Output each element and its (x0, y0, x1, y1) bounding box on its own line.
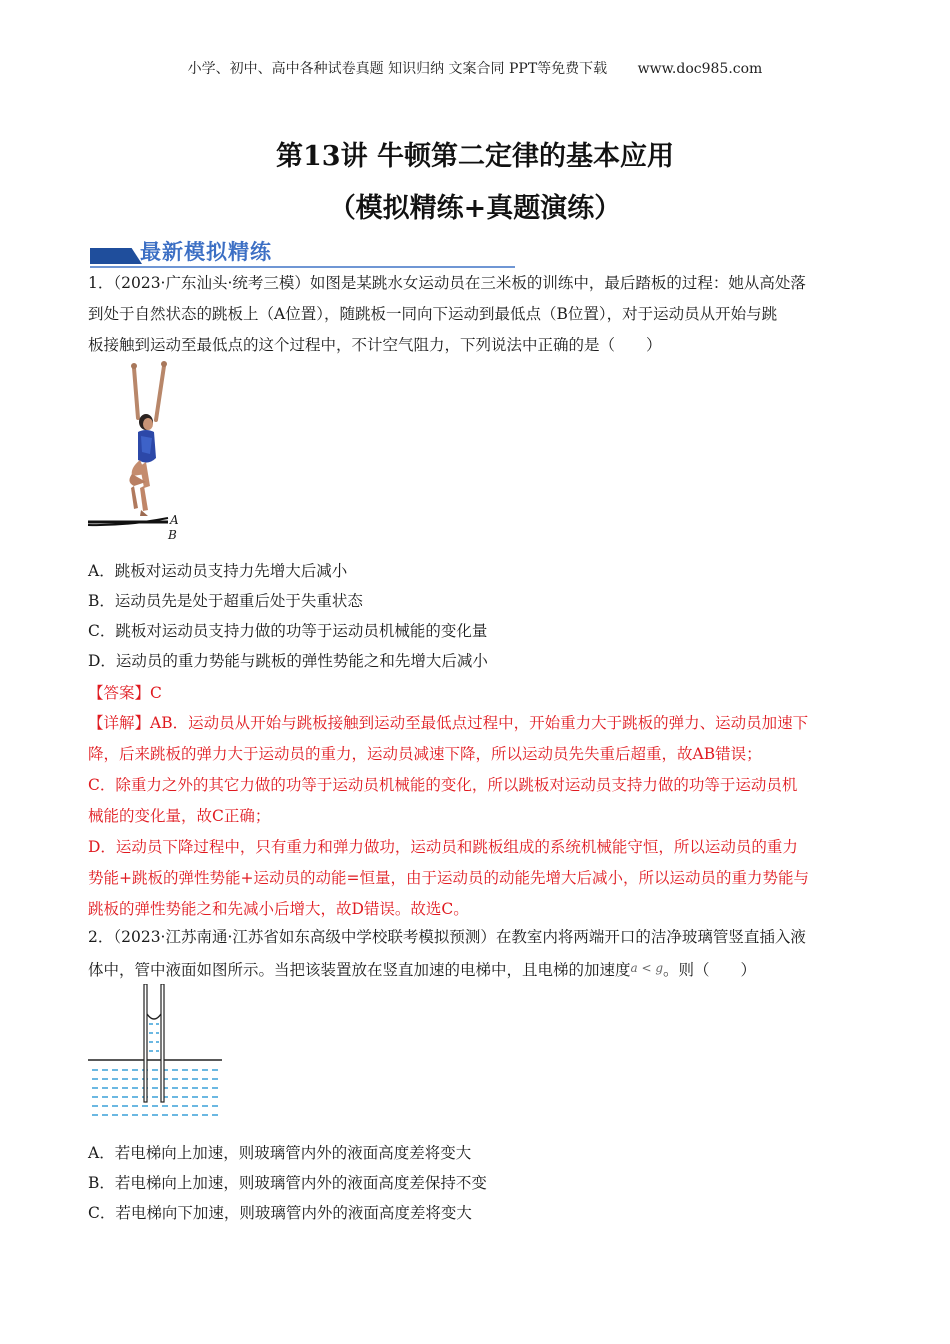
math-a-less-than-g: a < g (630, 961, 664, 975)
header-text: 小学、初中、高中各种试卷真题 知识归纳 文案合同 PPT等免费下载 (187, 61, 608, 77)
q2-line-text: 。则（ ） (663, 961, 757, 979)
page-subtitle: （模拟精练+真题演练） (328, 193, 622, 224)
label-position-b: B (168, 528, 177, 542)
question-1-stem (88, 268, 863, 361)
detail-line: 降，后来跳板的弹力大于运动员的重力，运动员减速下降，所以运动员先失重后超重，故AB错误； (88, 745, 762, 763)
page-title: 第13讲 牛顿第二定律的基本应用 (276, 141, 674, 172)
q2-option-c: C．若电梯向下加速，则玻璃管内外的液面高度差将变大 (88, 1204, 472, 1222)
question-2-stem (88, 922, 863, 986)
section-label: 最新模拟精练 (140, 240, 272, 264)
header-url[interactable]: www.doc985.com (637, 61, 763, 77)
glass-tube-figure (86, 984, 226, 1134)
q1-option-c: C．跳板对运动员支持力做的功等于运动员机械能的变化量 (88, 622, 488, 640)
detail-tag: 【详解】 (88, 714, 151, 732)
q2-option-a: A．若电梯向上加速，则玻璃管内外的液面高度差将变大 (88, 1144, 472, 1162)
q1-line: 1．（2023·广东汕头·统考三模）如图是某跳水女运动员在三米板的训练中，最后踏板的过程：她从高处落 (88, 274, 806, 292)
detail-line: 械能的变化量，故C正确； (88, 807, 271, 825)
detail-line: 跳板的弹性势能之和先减小后增大，故D错误。故选C。 (88, 900, 469, 918)
answer-tag: 【答案】 (88, 684, 151, 702)
q1-option-a: A．跳板对运动员支持力先增大后减小 (88, 562, 348, 580)
q1-detail (88, 708, 863, 925)
q2-line (88, 953, 863, 986)
q1-option-d: D．运动员的重力势能与跳板的弹性势能之和先增大后减小 (88, 652, 488, 670)
detail-line: C．除重力之外的其它力做的功等于运动员机械能的变化，所以跳板对运动员支持力做的功等于运动员机 (88, 776, 798, 794)
diver-figure (86, 358, 196, 548)
q1-line: 到处于自然状态的跳板上（A位置），随跳板一同向下运动到最低点（B位置），对于运动员从开始与跳 (88, 305, 778, 323)
banner-bar-decoration (90, 248, 142, 264)
detail-line: D．运动员下降过程中，只有重力和弹力做功，运动员和跳板组成的系统机械能守恒，所以运动员的重力 (88, 838, 798, 856)
site-header (0, 58, 950, 78)
label-position-a: A (170, 513, 179, 527)
q2-option-b: B．若电梯向上加速，则玻璃管内外的液面高度差保持不变 (88, 1174, 487, 1192)
diver-illustration (86, 358, 196, 548)
q1-option-b: B．运动员先是处于超重后处于失重状态 (88, 592, 363, 610)
q2-line-text: 体中，管中液面如图所示。当把该装置放在竖直加速的电梯中，且电梯的加速度 (88, 961, 631, 979)
q1-answer (88, 678, 162, 708)
section-banner (90, 236, 520, 270)
detail-line: 势能+跳板的弹性势能+运动员的动能=恒量，由于运动员的动能先增大后减小，所以运动员的重力势能与 (88, 869, 809, 887)
glass-tube-illustration (86, 984, 226, 1134)
answer-value: C (150, 684, 162, 702)
detail-line: AB．运动员从开始与跳板接触到运动至最低点过程中，开始重力大于跳板的弹力、运动员加速下 (150, 714, 809, 732)
q1-line: 板接触到运动至最低点的这个过程中，不计空气阻力，下列说法中正确的是（ ） (88, 336, 662, 354)
q2-line: 2．（2023·江苏南通·江苏省如东高级中学校联考模拟预测）在教室内将两端开口的洁净玻璃管竖直插入液 (88, 928, 806, 946)
